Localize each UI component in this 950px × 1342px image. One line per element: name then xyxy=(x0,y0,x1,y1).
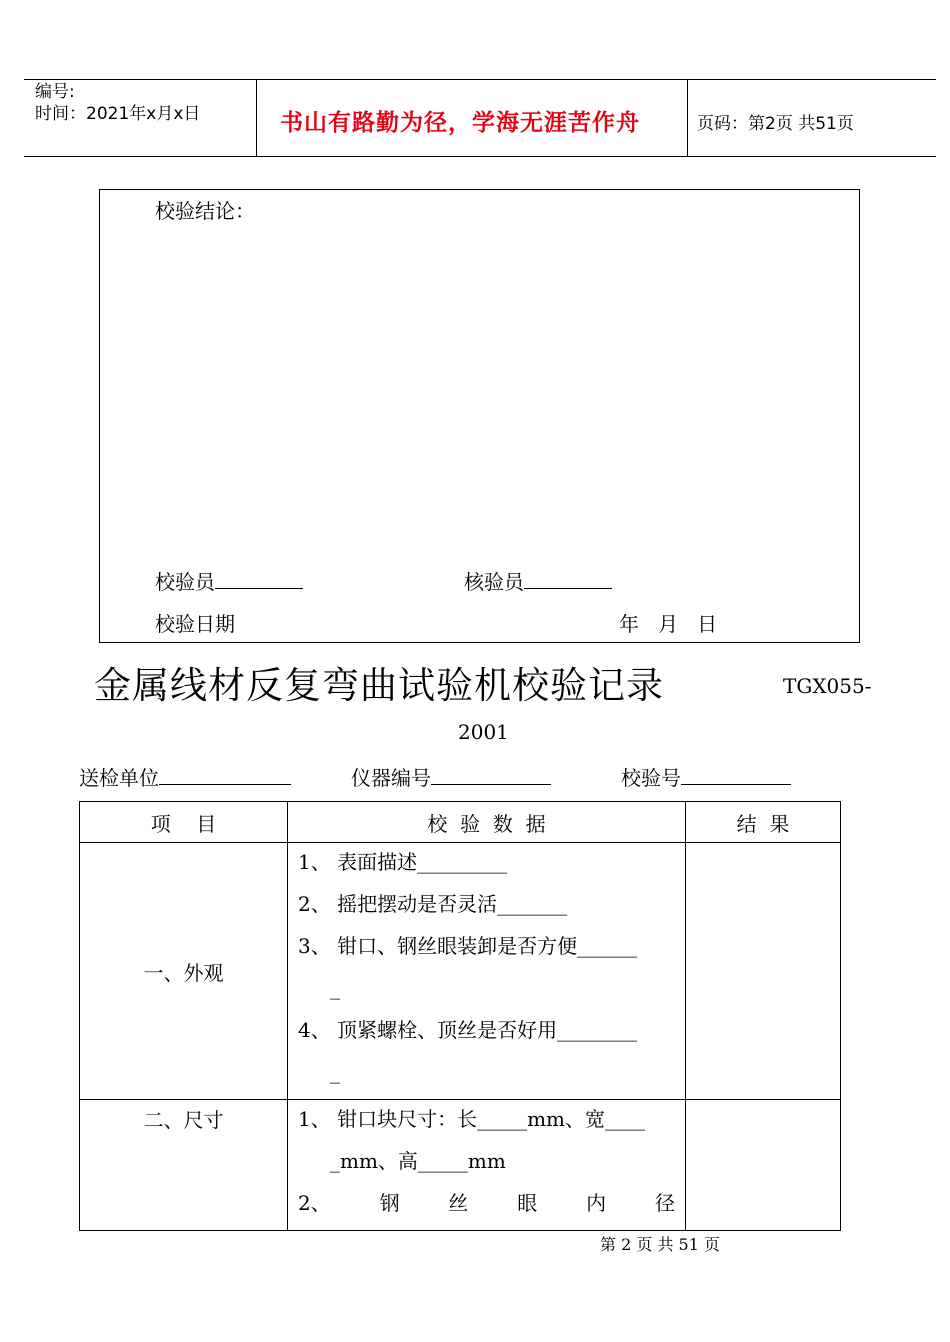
result-appearance[interactable] xyxy=(686,843,841,1100)
document-title: 金属线材反复弯曲试验机校验记录 xyxy=(94,664,664,707)
data-line: _ xyxy=(330,1060,340,1084)
date-fields: 年 月 日 xyxy=(619,612,718,636)
justified-word: 内 xyxy=(586,1191,607,1215)
table-row xyxy=(80,1100,841,1231)
submit-unit-blank[interactable] xyxy=(159,766,291,785)
justified-word: 2、 xyxy=(298,1191,331,1215)
item-appearance: 一、外观 xyxy=(80,843,288,1100)
instrument-no-field xyxy=(351,762,551,791)
calibration-no-label: 校验号 xyxy=(621,766,681,790)
submit-unit-label: 送检单位 xyxy=(79,766,159,790)
calibration-no-field xyxy=(621,762,791,791)
checker-blank[interactable] xyxy=(524,570,612,589)
justified-word: 眼 xyxy=(517,1191,538,1215)
calibration-no-blank[interactable] xyxy=(681,766,791,785)
calibration-table xyxy=(79,801,841,1231)
footer-page-number: 第 2 页 共 51 页 xyxy=(600,1235,720,1254)
inspector-field xyxy=(155,566,303,595)
header-time-label: 时间：2021年x月x日 xyxy=(35,104,201,124)
table-row xyxy=(80,843,841,1100)
justified-word: 丝 xyxy=(448,1191,469,1215)
header-bottom-rule xyxy=(24,156,936,157)
data-line: 2、 摇把摆动是否灵活_______ xyxy=(298,892,568,916)
document-code-part1: TGX055- xyxy=(783,674,872,698)
header-divider-right xyxy=(687,80,688,157)
date-label: 校验日期 xyxy=(155,612,235,636)
header-divider-left xyxy=(256,80,257,157)
header-data: 校 验 数 据 xyxy=(288,802,686,843)
instrument-no-label: 仪器编号 xyxy=(351,766,431,790)
checker-field xyxy=(464,566,612,595)
header-number-label: 编号: xyxy=(35,82,75,102)
conclusion-label: 校验结论： xyxy=(155,199,255,223)
item-dimensions: 二、尺寸 xyxy=(80,1100,288,1231)
data-line: 1、 表面描述_________ xyxy=(298,850,508,874)
header-item: 项 目 xyxy=(80,802,288,843)
data-line: 4、 顶紧螺栓、顶丝是否好用________ xyxy=(298,1018,638,1042)
data-line-justified xyxy=(298,1188,685,1230)
table-header-row xyxy=(80,802,841,843)
header-top-rule xyxy=(24,79,936,80)
justified-word: 钢 xyxy=(379,1191,400,1215)
data-line: 3、 钳口、钢丝眼装卸是否方便______ xyxy=(298,934,638,958)
instrument-no-blank[interactable] xyxy=(431,766,551,785)
data-line: _ xyxy=(330,976,340,1000)
data-dimensions xyxy=(288,1100,686,1231)
data-appearance xyxy=(288,843,686,1100)
header-page-label: 页码：第2页 共51页 xyxy=(697,114,854,134)
justified-word: 径 xyxy=(654,1191,675,1215)
result-dimensions[interactable] xyxy=(686,1100,841,1231)
data-line: 1、 钳口块尺寸：长_____mm、宽____ xyxy=(298,1107,646,1131)
data-line: _mm、高_____mm xyxy=(330,1149,506,1173)
inspector-label: 校验员 xyxy=(155,570,215,594)
checker-label: 核验员 xyxy=(464,570,524,594)
submit-unit-field xyxy=(79,762,291,791)
header-result: 结 果 xyxy=(686,802,841,843)
inspector-blank[interactable] xyxy=(215,570,303,589)
header-motto: 书山有路勤为径，学海无涯苦作舟 xyxy=(280,110,640,136)
document-code-part2: 2001 xyxy=(458,720,509,744)
